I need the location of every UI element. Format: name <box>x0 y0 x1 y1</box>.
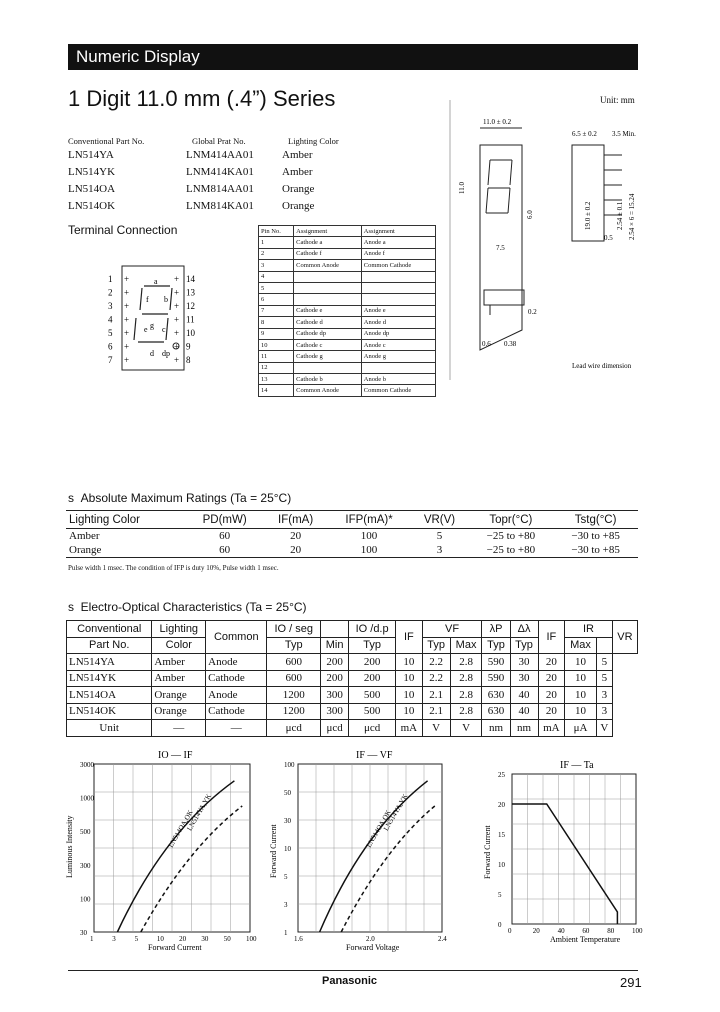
pin-mark: + <box>124 287 130 298</box>
table-row: 2 Cathode f Anode f <box>259 248 436 259</box>
graph-ylabel: Forward Current <box>269 824 278 878</box>
y-tick: 10 <box>284 845 291 853</box>
footer-line <box>68 970 638 971</box>
segment-diagram <box>104 264 204 372</box>
y-tick: 1 <box>284 929 288 937</box>
dim-d8: 6.0 <box>526 210 534 219</box>
table-row: 5 <box>259 282 436 293</box>
pin-label: 11 <box>186 314 195 325</box>
table-row: 10 Cathode c Anode c <box>259 339 436 350</box>
dim-d1: 6.5 ± 0.2 <box>572 130 597 138</box>
pin-label: 7 <box>108 355 113 365</box>
pin-label: 9 <box>186 341 191 352</box>
pin-label: 13 <box>186 287 195 298</box>
segment-f <box>140 288 142 310</box>
y-tick: 50 <box>284 789 291 797</box>
segment-label-c: c <box>162 325 166 334</box>
unit-label: Unit: mm <box>600 95 635 105</box>
segment-label-a: a <box>154 277 158 286</box>
pin-mark: + <box>124 341 130 352</box>
y-tick: 10 <box>498 861 505 869</box>
pin-mark: + <box>124 314 130 325</box>
series-label: LN514YA,YK <box>185 792 213 833</box>
table-row: 12 <box>259 362 436 373</box>
y-tick: 3 <box>284 901 288 909</box>
pin-mark: + <box>174 287 180 298</box>
pin-mark: + <box>174 274 180 284</box>
pin-label: 4 <box>108 314 113 325</box>
table-row: 11 Cathode g Anode g <box>259 351 436 362</box>
segment-b <box>170 288 172 310</box>
x-tick: 60 <box>582 927 590 935</box>
y-tick: 100 <box>284 761 295 769</box>
pin-label: 14 <box>186 274 195 284</box>
series-label: LN514YA,YK <box>382 792 410 833</box>
series-title: 1 Digit 11.0 mm (.4”) Series <box>68 86 336 111</box>
pin-label: 2 <box>108 287 113 298</box>
y-tick: 1000 <box>80 794 94 803</box>
y-tick: 500 <box>80 828 91 837</box>
table-row: 1 Cathode a Anode a <box>259 237 436 248</box>
x-tick: 10 <box>156 935 164 943</box>
segment-label-d: d <box>150 349 154 358</box>
pin-label: 3 <box>108 301 113 311</box>
graph-0 <box>65 750 257 952</box>
x-tick: 20 <box>532 927 540 935</box>
pin-mark: + <box>174 341 180 352</box>
pin-mark: + <box>124 355 130 365</box>
segment-label-b: b <box>164 295 168 304</box>
pin-mark: + <box>124 301 130 311</box>
segment-label-e: e <box>144 325 148 334</box>
dimension-drawing <box>450 100 640 380</box>
x-tick: 0 <box>508 927 512 935</box>
eo-title: s Electro-Optical Characteristics (Ta = 25°C) <box>68 600 307 614</box>
x-tick: 30 <box>201 935 209 943</box>
pin-label: 8 <box>186 355 191 365</box>
segment-label-f: f <box>146 295 149 304</box>
dim-d11: 0.38 <box>504 340 517 348</box>
table-row: 13 Cathode b Anode b <box>259 374 436 385</box>
dim-height: 11.0 <box>458 182 466 194</box>
table-row: 6 <box>259 294 436 305</box>
y-tick: 5 <box>284 873 288 881</box>
graph-2 <box>483 760 643 944</box>
y-tick: 100 <box>80 895 91 904</box>
part-row: LN514YA LNM414AA01 Amber <box>68 149 313 161</box>
terminal-title: Terminal Connection <box>68 223 178 237</box>
x-tick: 3 <box>112 935 116 943</box>
x-tick: 1 <box>90 935 94 943</box>
x-tick: 5 <box>134 935 139 943</box>
graph-xlabel: Forward Voltage <box>346 943 400 952</box>
terminal-table: Pin No. Assignment Assignment 1 Cathode a Anode a 2 Cathode f Anode f 3 Common Anode Common Cathode 4 5 6 7 Cathode e Anode e 8 Cathode d Anode d 9 Cathode dp Anode dp 10 Cathode c Anode c 11 Cathode g Anode g 12 13 Cathode b Anode b 14 Common Anode Common Cathode <box>258 225 436 397</box>
y-tick: 25 <box>498 771 505 779</box>
pin-label: 5 <box>108 328 113 338</box>
col-color: Lighting Color <box>288 136 339 146</box>
table-row: 3 Common Anode Common Cathode <box>259 260 436 271</box>
y-tick: 30 <box>284 817 291 825</box>
segment-e <box>134 318 136 340</box>
graph-xlabel: Forward Current <box>148 943 202 952</box>
graph-title: IF — VF <box>356 750 393 761</box>
series-line <box>117 781 234 932</box>
dim-d5: 2.54 × 6 = 15.24 <box>628 193 636 240</box>
dim-width: 11.0 ± 0.2 <box>483 118 512 126</box>
part-row: LN514YK LNM414KA01 Amber <box>68 166 313 178</box>
y-tick: 20 <box>498 801 505 809</box>
x-tick: 1.6 <box>294 935 303 943</box>
dim-d10: 0.6 <box>482 340 491 348</box>
x-tick: 2.4 <box>438 935 447 943</box>
pin-mark: + <box>174 328 180 338</box>
x-tick: 80 <box>607 927 615 935</box>
graph-1 <box>269 750 447 952</box>
x-tick: 2.0 <box>366 935 375 943</box>
table-row: 9 Cathode dp Anode dp <box>259 328 436 339</box>
x-tick: 50 <box>223 935 231 943</box>
brand-logo: Panasonic <box>322 975 378 987</box>
graph-ylabel: Forward Current <box>483 825 492 879</box>
pin-label: 12 <box>186 301 195 311</box>
abs-max-title: s Absolute Maximum Ratings (Ta = 25°C) <box>68 491 292 505</box>
graphs <box>65 746 643 958</box>
table-row: Amber 60 20 100 5 −25 to +80 −30 to +85 <box>69 530 620 542</box>
pin-label: 10 <box>186 328 195 338</box>
segment-label-dp: dp <box>162 349 170 358</box>
unit-row: Unit — — μcd μcd μcd mA V V nm nm mA μA V <box>67 720 638 737</box>
banner-title: Numeric Display <box>76 47 200 66</box>
dim-d6: 0.5 <box>604 234 613 242</box>
pin-mark: + <box>174 355 180 365</box>
abs-max-table: Lighting Color PD(mW) IF(mA) IFP(mA)* VR(V) Topr(°C) Tstg(°C) Amber 60 20 100 5 −25 to +80 −30 to +85 Orange 60 20 100 3 −25 to +80 −30 to +85 <box>66 510 638 558</box>
dim-d7: 7.5 <box>496 244 505 252</box>
series-label: LN514OA,OK <box>364 808 393 849</box>
x-tick: 40 <box>557 927 565 935</box>
table-row: LN514OA Orange Anode 1200 300 500 10 2.1 2.8 630 40 20 10 3 <box>67 687 638 704</box>
table-row: 14 Common Anode Common Cathode <box>259 385 436 396</box>
x-tick: 100 <box>246 935 257 943</box>
graph-xlabel: Ambient Temperature <box>550 935 621 944</box>
series-line <box>320 781 428 932</box>
pin-mark: + <box>174 314 180 325</box>
graph-title: IO — IF <box>158 750 193 761</box>
y-tick: 300 <box>80 861 91 870</box>
page-number: 291 <box>620 975 642 990</box>
y-tick: 0 <box>498 921 502 929</box>
section-banner <box>68 44 638 70</box>
y-tick: 30 <box>80 929 87 937</box>
pin-mark: + <box>174 301 180 311</box>
dim-d9: 0.2 <box>528 308 537 316</box>
y-tick: 3000 <box>80 761 94 769</box>
y-tick: 5 <box>498 891 502 899</box>
pin-mark: + <box>124 328 130 338</box>
segment-label-g: g <box>150 321 154 330</box>
dim-d4: 2.54 ± 0.1 <box>616 201 624 230</box>
table-row: Orange 60 20 100 3 −25 to +80 −30 to +85 <box>66 543 638 558</box>
table-row: LN514YK Amber Cathode 600 200 200 10 2.2 2.8 590 30 20 10 5 <box>67 670 638 687</box>
table-row: 8 Cathode d Anode d <box>259 317 436 328</box>
part-row: LN514OA LNM814AA01 Orange <box>68 183 315 195</box>
abs-max-note: Pulse width 1 msec. The condition of IFP is duty 10%, Pulse width 1 msec. <box>68 564 279 572</box>
table-row: LN514YA Amber Anode 600 200 200 10 2.2 2.8 590 30 20 10 5 <box>67 654 638 671</box>
table-row: 4 <box>259 271 436 282</box>
pin-label: 6 <box>108 341 113 352</box>
pin-mark: + <box>124 274 130 284</box>
lead-caption: Lead wire dimension <box>572 362 632 370</box>
x-tick: 100 <box>632 927 643 935</box>
table-row: LN514OK Orange Cathode 1200 300 500 10 2.1 2.8 630 40 20 10 3 <box>67 703 638 720</box>
part-row: LN514OK LNM814KA01 Orange <box>68 200 315 212</box>
col-conventional: Conventional Part No. <box>68 136 145 146</box>
segment-c <box>166 318 168 340</box>
graph-ylabel: Luminous Intensity <box>65 815 74 878</box>
eo-table: Conventional Lighting Common IO / seg IO /d.p IF VF λP Δλ IF IR VR Part No. Color Typ Min Typ Typ Max Typ Typ Max LN514YA Amber Anode 600 200 200 10 2.2 2.8 590 30 20 10 5 LN514YK Amber Cathode 600 200 200 10 2.2 2.8 590 30 20 10 5 LN514OA Orange Anode 1200 300 500 10 2.1 2.8 630 40 20 10 3 LN514OK Orange Cathode 1200 300 500 10 2.1 2.8 630 40 20 10 3 Unit — — μcd μcd μcd mA V V nm nm mA μA V <box>66 620 638 737</box>
dim-d2: 3.5 Min. <box>612 130 636 138</box>
table-row: 7 Cathode e Anode e <box>259 305 436 316</box>
pin-label: 1 <box>108 274 113 284</box>
series-line <box>512 804 617 924</box>
y-tick: 15 <box>498 831 505 839</box>
graph-title: IF — Ta <box>560 760 594 771</box>
dim-d3: 19.0 ± 0.2 <box>584 201 592 230</box>
x-tick: 20 <box>179 935 187 943</box>
col-global: Global Prat No. <box>192 136 246 146</box>
series-label: LN514OA,OK <box>166 808 195 849</box>
